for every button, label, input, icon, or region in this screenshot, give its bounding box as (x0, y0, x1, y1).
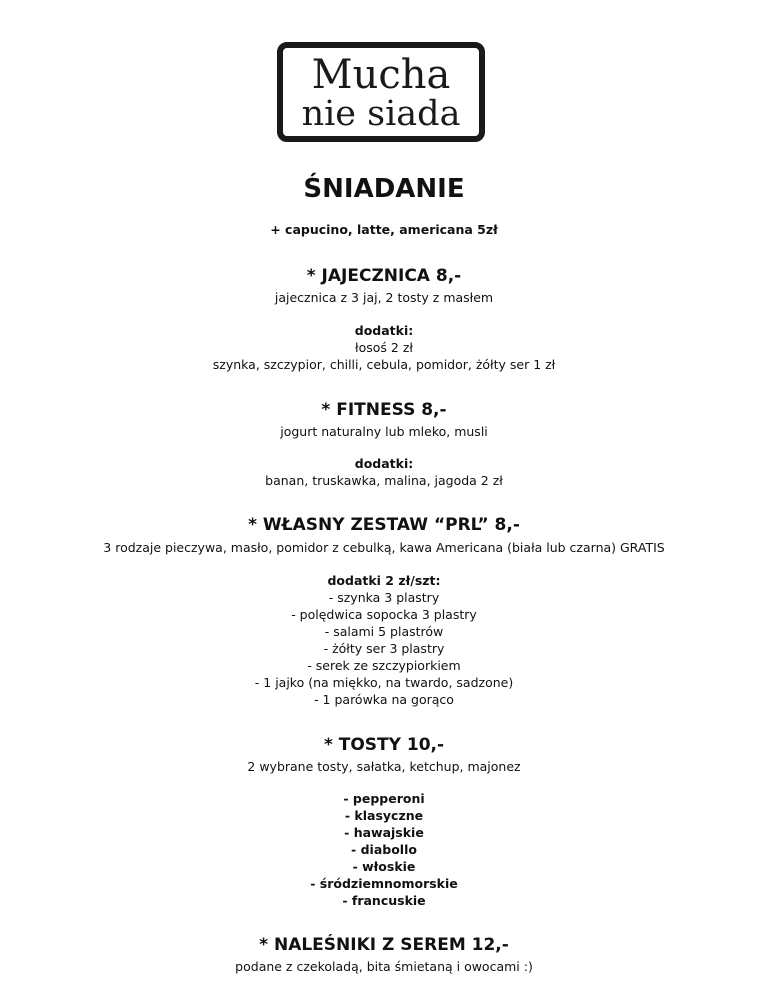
restaurant-logo (277, 42, 485, 142)
tosty-variant: - śródziemnomorskie (310, 876, 458, 891)
jajecznica-heading: * JAJECZNICA 8,- (306, 266, 462, 286)
prl-extra-item: - polędwica sopocka 3 plastry (291, 607, 477, 622)
prl-extra-item: - szynka 3 plastry (328, 590, 440, 605)
prl-extra-item: - salami 5 plastrów (324, 624, 444, 639)
tosty-description: 2 wybrane tosty, sałatka, ketchup, majonez (247, 759, 521, 774)
tosty-variant: - hawajskie (344, 825, 424, 840)
logo-line-1: Mucha (311, 52, 451, 98)
jajecznica-extras-label: dodatki: (354, 323, 414, 338)
menu-title: ŚNIADANIE (303, 174, 465, 204)
prl-extra-item: - 1 parówka na gorąco (314, 692, 454, 707)
tosty-variant: - francuskie (342, 893, 426, 908)
logo-line-2: nie siada (301, 94, 461, 134)
nalesniki-heading: * NALEŚNIKI Z SEREM 12,- (259, 935, 509, 955)
jajecznica-extra-item: łosoś 2 zł (355, 340, 413, 355)
prl-description: 3 rodzaje pieczywa, masło, pomidor z cebulką, kawa Americana (biała lub czarna) GRATIS (103, 540, 665, 555)
fitness-description: jogurt naturalny lub mleko, musli (280, 424, 488, 439)
fitness-extra-item: banan, truskawka, malina, jagoda 2 zł (265, 473, 503, 488)
jajecznica-description: jajecznica z 3 jaj, 2 tosty z masłem (274, 290, 494, 305)
tosty-variant: - klasyczne (344, 808, 424, 823)
prl-extra-item: - serek ze szczypiorkiem (307, 658, 461, 673)
tosty-variant: - pepperoni (343, 791, 425, 806)
prl-extras-label: dodatki 2 zł/szt: (327, 573, 441, 588)
prl-extra-item: - żółty ser 3 plastry (323, 641, 445, 656)
nalesniki-description: podane z czekoladą, bita śmietaną i owocami :) (235, 959, 533, 974)
fitness-heading: * FITNESS 8,- (321, 400, 447, 420)
fitness-extras-label: dodatki: (354, 456, 414, 471)
tosty-variant: - diabollo (351, 842, 417, 857)
prl-extra-item: - 1 jajko (na miękko, na twardo, sadzone) (254, 675, 514, 690)
coffee-note: + capucino, latte, americana 5zł (270, 222, 498, 237)
prl-heading: * WŁASNY ZESTAW “PRL” 8,- (248, 515, 520, 535)
tosty-variant: - włoskie (352, 859, 416, 874)
tosty-heading: * TOSTY 10,- (323, 735, 445, 755)
jajecznica-extra-item: szynka, szczypior, chilli, cebula, pomidor, żółty ser 1 zł (212, 357, 556, 372)
